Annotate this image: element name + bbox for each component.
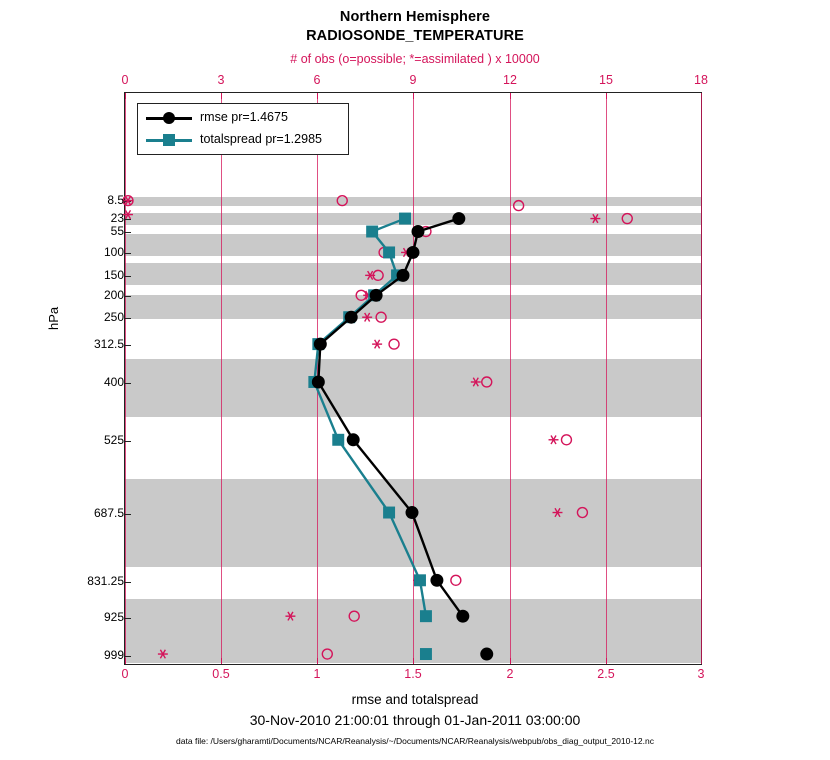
legend-marker-totalspread — [163, 134, 175, 146]
legend-label-rmse: rmse pr=1.4675 — [200, 110, 288, 124]
legend — [137, 103, 349, 155]
top-x-tick-label: 0 — [121, 73, 129, 87]
top-x-tick-label: 12 — [503, 73, 517, 87]
top-x-tick-label: 9 — [409, 73, 417, 87]
y-tick-label: 150 — [103, 268, 124, 282]
x-tick-label: 3 — [697, 667, 705, 681]
y-tick-label: 687.5 — [93, 506, 124, 520]
x-tick-label: 1.5 — [404, 667, 422, 681]
legend-marker-rmse — [163, 112, 175, 124]
chart-title — [0, 8, 830, 46]
y-tick-label: 831.25 — [87, 574, 124, 588]
y-tick-label: 999 — [103, 648, 124, 662]
data-file-path: data file: /Users/gharamti/Documents/NCAR/Reanalysis/~/Documents/NCAR/Reanalysis/webpub/obs_diag_output_2010-12.nc — [176, 736, 654, 746]
gridline — [701, 93, 702, 664]
data-overlay — [125, 93, 701, 664]
y-tick-label: 400 — [103, 375, 124, 389]
totalspread-markers — [308, 213, 432, 660]
y-tick-label: 312.5 — [93, 337, 124, 351]
top-x-tick-label: 15 — [599, 73, 613, 87]
y-tick-label: 55 — [110, 224, 124, 238]
x-tick-label: 0.5 — [212, 667, 230, 681]
obs-possible-markers — [123, 196, 632, 659]
x-tick-label: 0 — [121, 667, 129, 681]
plot-area — [121, 73, 708, 681]
y-tick-label: 23 — [110, 211, 124, 225]
obs-assimilated-markers — [123, 196, 600, 658]
x-tick-label: 1 — [313, 667, 321, 681]
y-tick-label: 925 — [103, 610, 124, 624]
top-x-tick-label: 18 — [694, 73, 708, 87]
top-x-tick-label: 6 — [313, 73, 321, 87]
y-axis-label: hPa — [46, 306, 61, 330]
top-axis-label: # of obs (o=possible; *=assimilated ) x 10000 — [290, 52, 540, 66]
rmse-line — [318, 219, 462, 617]
x-tick-label: 2.5 — [597, 667, 615, 681]
y-tick-label: 250 — [103, 310, 124, 324]
date-range-subtitle: 30-Nov-2010 21:00:01 through 01-Jan-2011 03:00:00 — [249, 712, 581, 728]
title-line-1: Northern Hemisphere — [339, 9, 491, 25]
legend-label-totalspread: totalspread pr=1.2985 — [200, 132, 322, 146]
legend-row-totalspread — [138, 129, 348, 151]
top-x-tick-label: 3 — [217, 73, 225, 87]
y-tick-label: 525 — [103, 433, 124, 447]
title-line-2: RADIOSONDE_TEMPERATURE — [306, 28, 524, 44]
totalspread-line — [314, 219, 426, 617]
y-tick-label: 8.5 — [107, 193, 124, 207]
y-tick-label: 100 — [103, 245, 124, 259]
x-axis-label: rmse and totalspread — [351, 692, 479, 707]
legend-row-rmse — [138, 107, 348, 129]
x-tick-label: 2 — [506, 667, 514, 681]
y-tick-label: 200 — [103, 288, 124, 302]
